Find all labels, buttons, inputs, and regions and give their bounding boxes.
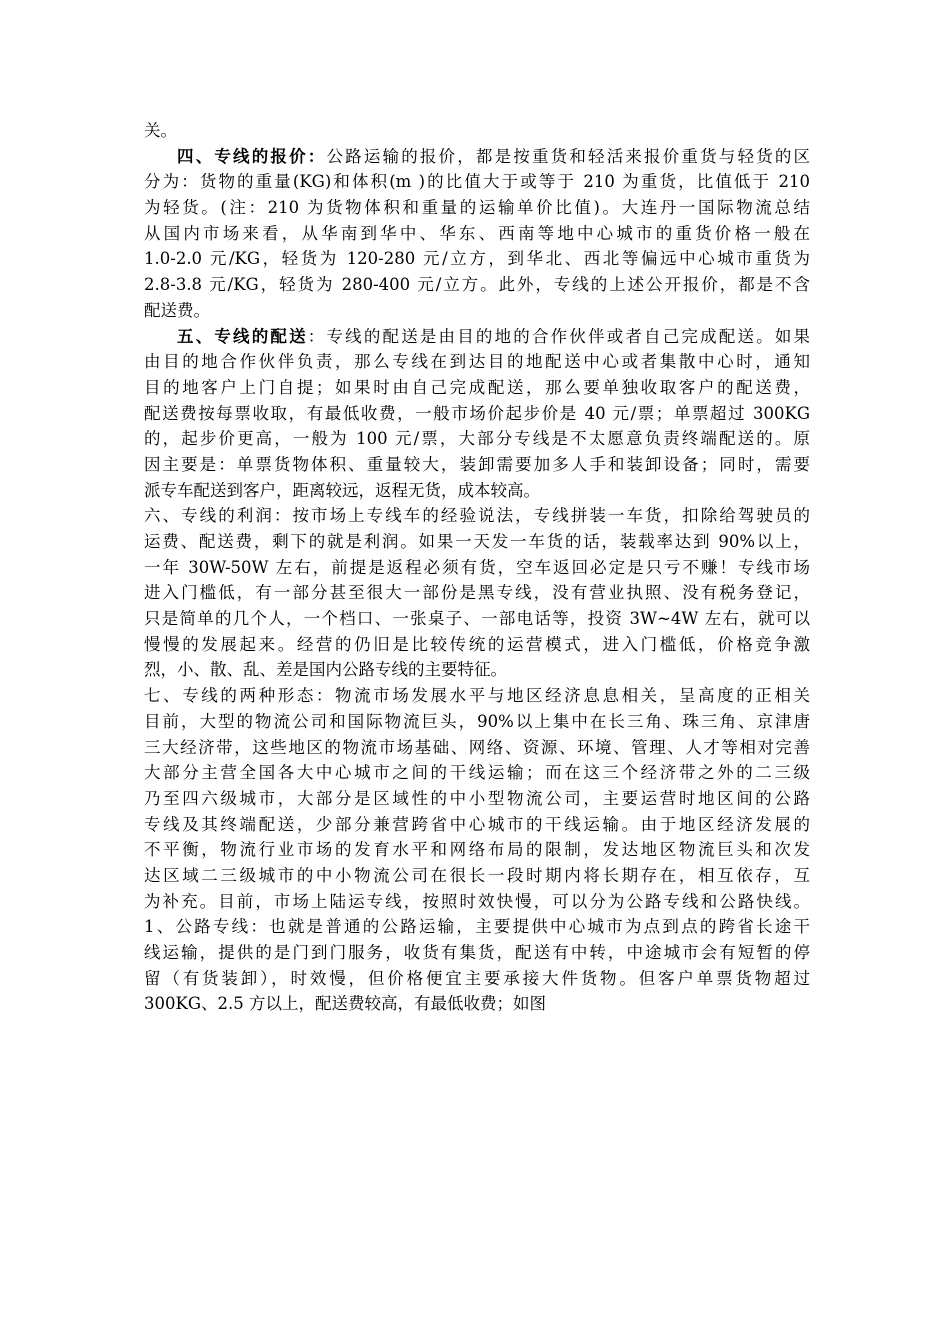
text-run: 由目的地合作伙伴负责，那么专线在到达目的地配送中心或者集散中心时，通知: [144, 352, 810, 372]
text-run: 烈，小、散、乱、差是国内公路专线的主要特征。: [144, 660, 507, 680]
text-run: 进入门槛低，有一部分甚至很大一部份是黑专线，没有营业执照、没有税务登记，: [144, 583, 810, 603]
text-run: 三大经济带，这些地区的物流市场基础、网络、资源、环境、管理、人才等相对完善: [144, 737, 810, 757]
text-run: 只是简单的几个人，一个档口、一张桌子、一部电话等，投资 3W~4W 左右，就可以: [144, 609, 810, 629]
text-run: 留（有货装卸），时效慢，但价格便宜主要承接大件货物。但客户单票货物超过: [144, 968, 810, 988]
text-line: [144, 452, 810, 478]
text-line: [144, 632, 810, 658]
text-run: 达区域二三级城市的中小物流公司在很长一段时期内将长期存在，相互依存，互: [144, 865, 810, 885]
text-run: 一年 30W-50W 左右，前提是返程必须有货，空车返回必定是只亏不赚！专线市场: [144, 557, 810, 577]
text-line: [144, 169, 810, 195]
text-line: [144, 837, 810, 863]
text-run: 六、专线的利润：按市场上专线车的经验说法，专线拼装一车货，扣除给驾驶员的: [144, 506, 810, 526]
text-run: 不平衡，物流行业市场的发育水平和网络布局的限制，发达地区物流巨头和次发: [144, 840, 810, 860]
text-line: [144, 735, 810, 761]
text-run: 派专车配送到客户，距离较远，返程无货，成本较高。: [144, 480, 540, 500]
text-line: [144, 966, 810, 992]
text-line: [144, 246, 810, 272]
text-line: [144, 401, 810, 427]
text-line: [144, 298, 810, 324]
text-run: 分为：货物的重量(KG)和体积(m )的比值大于或等于 210 为重货，比值低于 210: [144, 172, 810, 192]
text-run: 大部分主营全国各大中心城市之间的干线运输；而在这三个经济带之外的二三级: [144, 763, 810, 783]
text-run: ：专线的配送是由目的地的合作伙伴或者自己完成配送。如果: [307, 326, 810, 346]
text-run: 公路运输的报价，都是按重货和轻活来报价重货与轻货的区: [326, 146, 810, 166]
text-line: [144, 760, 810, 786]
text-line: [144, 144, 810, 170]
text-run: 因主要是：单票货物体积、重量较大，装卸需要加多人手和装卸设备；同时，需要: [144, 454, 810, 474]
text-line: [144, 324, 810, 350]
text-line: [144, 195, 810, 221]
text-run: 的，起步价更高，一般为 100 元/票，大部分专线是不太愿意负责终端配送的。原: [144, 429, 810, 449]
text-line: [144, 118, 810, 144]
section-heading: 四、专线的报价：: [177, 146, 327, 166]
text-line: [144, 221, 810, 247]
text-line: [144, 709, 810, 735]
text-line: [144, 889, 810, 915]
text-line: [144, 375, 810, 401]
text-line: [144, 914, 810, 940]
text-line: [144, 940, 810, 966]
text-line: [144, 478, 810, 504]
section-heading: 五、专线的配送: [177, 326, 308, 346]
text-line: [144, 529, 810, 555]
text-line: [144, 349, 810, 375]
text-run: 专线及其终端配送，少部分兼营跨省中心城市的干线运输。由于地区经济发展的: [144, 814, 810, 834]
text-run: 300KG、2.5 方以上，配送费较高，有最低收费；如图: [144, 994, 546, 1014]
text-run: 为轻货。(注：210 为货物体积和重量的运输单价比值)。大连丹一国际物流总结: [144, 198, 810, 218]
text-run: 线运输，提供的是门到门服务，收货有集货，配送有中转，中途城市会有短暂的停: [144, 943, 810, 962]
text-line: [144, 503, 810, 529]
text-run: 从国内市场来看，从华南到华中、华东、西南等地中心城市的重货价格一般在: [144, 223, 810, 243]
document-body: [144, 118, 810, 1017]
text-line: [144, 657, 810, 683]
text-run: 慢慢的发展起来。经营的仍旧是比较传统的运营模式，进入门槛低，价格竞争激: [144, 634, 810, 654]
text-line: [144, 863, 810, 889]
text-run: 配送费。: [144, 300, 210, 320]
text-run: 运费、配送费，剩下的就是利润。如果一天发一车货的话，装载率达到 90%以上，: [144, 532, 810, 551]
text-line: [144, 812, 810, 838]
text-line: [144, 426, 810, 452]
text-run: 乃至四六级城市，大部分是区域性的中小型物流公司，主要运营时地区间的公路: [144, 788, 810, 808]
text-line: [144, 580, 810, 606]
text-line: [144, 683, 810, 709]
text-run: 配送费按每票收取，有最低收费，一般市场价起步价是 40 元/票；单票超过 300KG: [144, 403, 810, 423]
text-run: 2.8-3.8 元/KG，轻货为 280-400 元/立方。此外，专线的上述公开报价，都是不含: [144, 275, 810, 295]
text-run: 关。: [144, 121, 177, 140]
text-run: 目的地客户上门自提；如果时由自己完成配送，那么要单独收取客户的配送费，: [144, 377, 810, 397]
text-line: [144, 555, 810, 581]
text-run: 为补充。目前，市场上陆运专线，按照时效快慢，可以分为公路专线和公路快线。: [144, 891, 810, 911]
text-line: [144, 786, 810, 812]
text-run: 1、公路专线：也就是普通的公路运输，主要提供中心城市为点到点的跨省长途干: [144, 917, 810, 937]
text-run: 目前，大型的物流公司和国际物流巨头，90%以上集中在长三角、珠三角、京津唐: [144, 711, 810, 731]
text-run: 七、专线的两种形态：物流市场发展水平与地区经济息息相关，呈高度的正相关: [144, 686, 810, 706]
text-run: 1.0-2.0 元/KG，轻货为 120-280 元/立方，到华北、西北等偏远中心城市重货为: [144, 249, 810, 269]
text-line: [144, 991, 810, 1017]
text-line: [144, 272, 810, 298]
text-line: [144, 606, 810, 632]
